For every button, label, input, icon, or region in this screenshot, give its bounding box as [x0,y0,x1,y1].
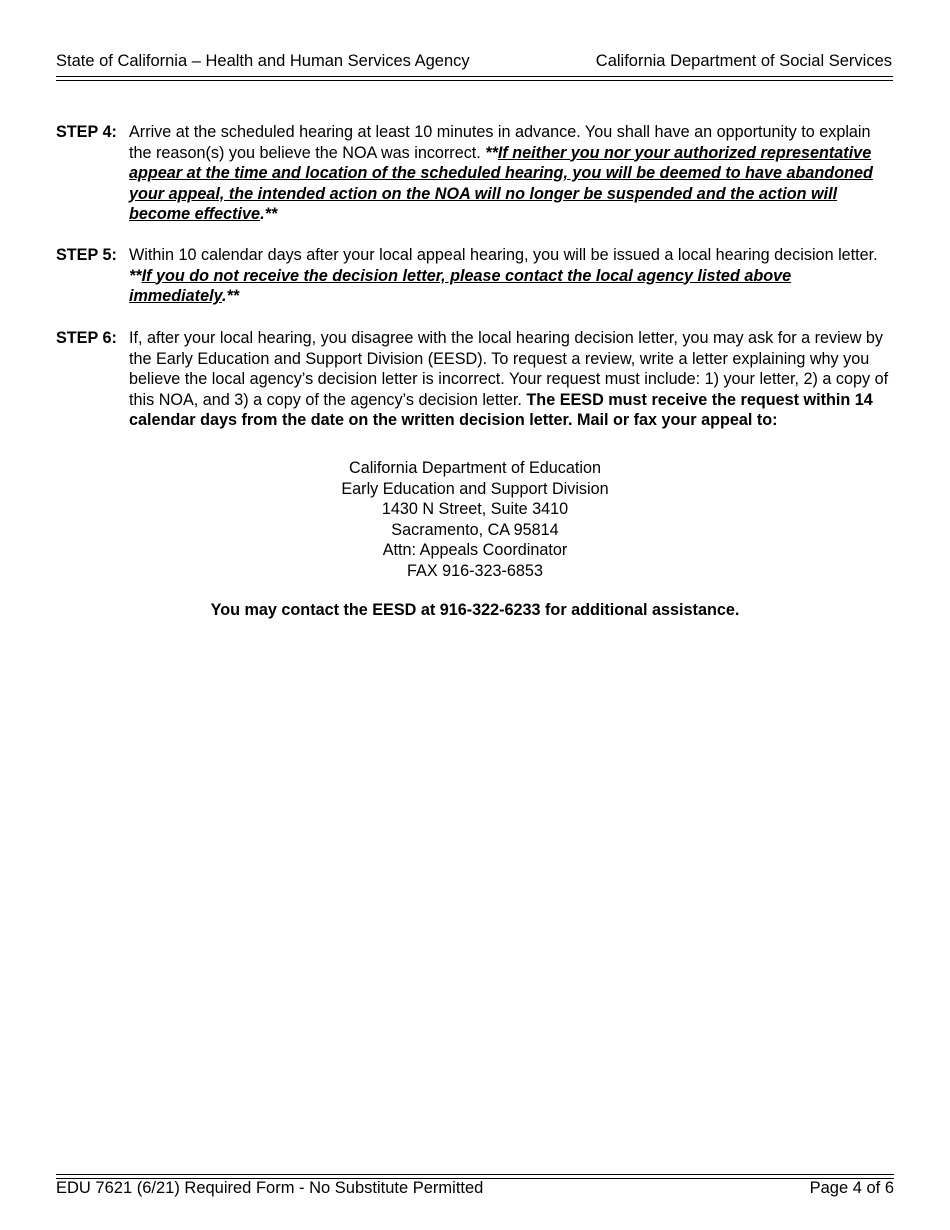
step-warning: If neither you nor your authorized representative appear at the time and location of the scheduled hearing, you will be deemed to have abandoned your appeal, the intended action on the NOA will no longer be suspended and the action will become effective [129,143,873,223]
page-footer [56,1179,894,1198]
header-department: California Department of Social Services [595,52,892,70]
header-agency: State of California – Health and Human Services Agency [56,52,470,70]
contact-note: You may contact the EESD at 916-322-6233 for additional assistance. [210,601,740,619]
step-6 [56,328,892,431]
footer-rule-top [56,1174,894,1175]
header-rule-bottom [56,80,893,81]
step-label: STEP 6: [56,329,117,347]
page-header [56,52,892,71]
page-number: Page 4 of 6 [809,1179,894,1197]
address-line: Early Education and Support Division [341,479,609,498]
step-deadline: The EESD must receive the request within 14 calendar days from the date on the written decision letter. Mail or fax your appeal to: [129,390,873,429]
step-text: Within 10 calendar days after your local appeal hearing, you will be issued a local hearing decision letter. **If you do not receive the decision letter, please contact the local agency listed above immediately.** [129,246,878,305]
step-text: Arrive at the scheduled hearing at least 10 minutes in advance. You shall have an opportunity to explain the reason(s) you believe the NOA was incorrect. **If neither you nor your authorized representative appear at the time and location of the scheduled hearing, you will be deemed to have abandoned your appeal, the intended action on the NOA will no longer be suspended and the action will become effective.** [129,123,873,223]
step-text: If, after your local hearing, you disagree with the local hearing decision letter, you may ask for a review by the Early Education and Support Division (EESD). To request a review, write a letter explaining why you believe the local agency’s decision letter is incorrect. Your request must include: 1) your letter, 2) a copy of this NOA, and 3) a copy of the agency’s decision letter. The EESD must receive the request within 14 calendar days from the date on the written decision letter. Mail or fax your appeal to: [129,329,889,429]
step-label: STEP 5: [56,246,117,264]
step-warning: If you do not receive the decision letter, please contact the local agency listed above immediately [129,266,792,305]
step-4 [56,122,892,225]
mailing-address [0,458,950,581]
address-fax: FAX 916-323-6853 [407,561,543,580]
step-label: STEP 4: [56,123,117,141]
address-line: California Department of Education [349,459,601,477]
step-5 [56,245,892,307]
address-line: Attn: Appeals Coordinator [382,541,568,559]
address-line: 1430 N Street, Suite 3410 [381,500,569,518]
address-line: Sacramento, CA 95814 [391,520,559,539]
header-rule-top [56,76,893,77]
form-id: EDU 7621 (6/21) Required Form - No Substitute Permitted [56,1179,484,1197]
